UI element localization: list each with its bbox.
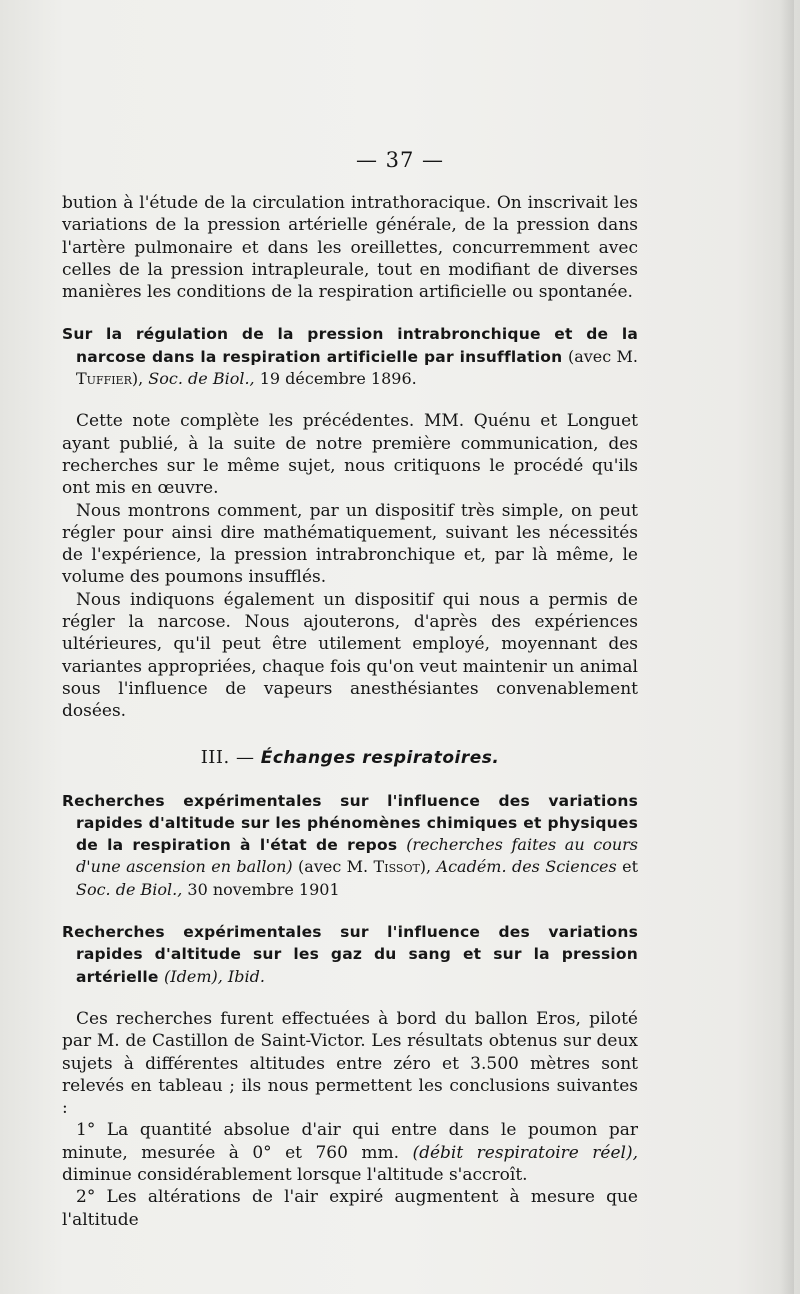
author-name: Tissot	[373, 857, 420, 877]
section-title: Échanges respiratoires.	[260, 747, 500, 768]
list-item: 1° La quantité absolue d'air qui entre dans le poumon par minute, mesurée à 0° et 760 mm. (débit respiratoire réel), diminue considérablement lorsque l'altitude s'accroît.	[62, 1120, 639, 1185]
entry-note: (recherches faites au cours d'une ascension en ballon)	[76, 835, 638, 877]
entry-date: 19 décembre 1896.	[259, 369, 417, 389]
paragraph: Ces recherches furent effectuées à bord du ballon Eros, piloté par M. de Castillon de Saint-Victor. Les résultats obtenus sur deux sujets à différentes altitudes entre zéro et 3.500 mètres sont relevés en tableau ; ils nous permettent les conclusions suivantes :	[62, 1008, 638, 1119]
paragraph-continuation: bution à l'étude de la circulation intrathoracique. On inscrivait les variations de la pression artérielle générale, de la pression dans l'artère pulmonaire et dans les oreillettes, concurremment avec celles de la pression intrapleurale, tout en modifiant de diverses manières les conditions de la respiration artificielle ou spontanée.	[62, 193, 638, 303]
page-body	[62, 192, 638, 1231]
entry-title: Recherches expérimentales sur l'influence des variations rapides d'altitude sur les phénomènes chimiques et physiques de la respiration à l'état de repos	[62, 791, 638, 855]
entry-title: Recherches expérimentales sur l'influence des variations rapides d'altitude sur les gaz du sang et sur la pression artérielle	[62, 923, 638, 986]
author-name: Tuffier	[76, 369, 132, 389]
bibliography-entry	[62, 323, 638, 390]
paragraph: Nous montrons comment, par un dispositif très simple, on peut régler pour ainsi dire mathématiquement, suivant les nécessités de l'expérience, la pression intrabronchique et, par là même, le volume des poumons insufflés.	[62, 500, 638, 588]
paragraph: Cette note complète les précédentes. MM. Quénu et Longuet ayant publié, à la suite de notre première communication, des recherches sur le même sujet, nous critiquons le procédé qu'ils ont mis en œuvre.	[62, 411, 638, 499]
list-marker: 2°	[76, 1187, 96, 1208]
journal-name: Soc. de Biol.,	[76, 879, 183, 899]
bibliography-entry	[62, 790, 638, 901]
journal-name: Soc. de Biol.,	[148, 369, 255, 389]
page-number: — 37 —	[355, 148, 445, 172]
section-heading	[62, 747, 638, 768]
entry-reference: (Idem), Ibid.	[164, 966, 265, 986]
list-marker: 1°	[76, 1120, 96, 1141]
entry-date: 30 novembre 1901	[187, 879, 340, 899]
entry-reference: (recherches faites au cours d'une ascension en ballon) (avec M. Tissot), Académ. des Sciences et Soc. de Biol., 30 novembre 1901	[76, 835, 639, 899]
bibliography-entry	[62, 921, 638, 988]
entry-reference: (avec M. Tuffier), Soc. de Biol., 19 décembre 1896.	[76, 346, 638, 389]
paragraph: Nous indiquons également un dispositif qui nous a permis de régler la narcose. Nous ajouterons, d'après des expériences ultérieures, qu'il peut être utilement employé, moyennant des variantes appropriées, chaque fois qu'on veut maintenir un animal sous l'influence de vapeurs anesthésiantes convenablement dosées.	[62, 589, 638, 722]
page-edge-shadow	[780, 0, 794, 1294]
journal-name: Académ. des Sciences	[436, 857, 617, 877]
entry-title: Sur la régulation de la pression intrabronchique et de la narcose dans la respiration artificielle par insufflation	[62, 325, 638, 366]
section-numeral: III. —	[200, 746, 255, 768]
list-item: 2° Les altérations de l'air expiré augmentent à mesure que l'altitude	[62, 1187, 638, 1230]
